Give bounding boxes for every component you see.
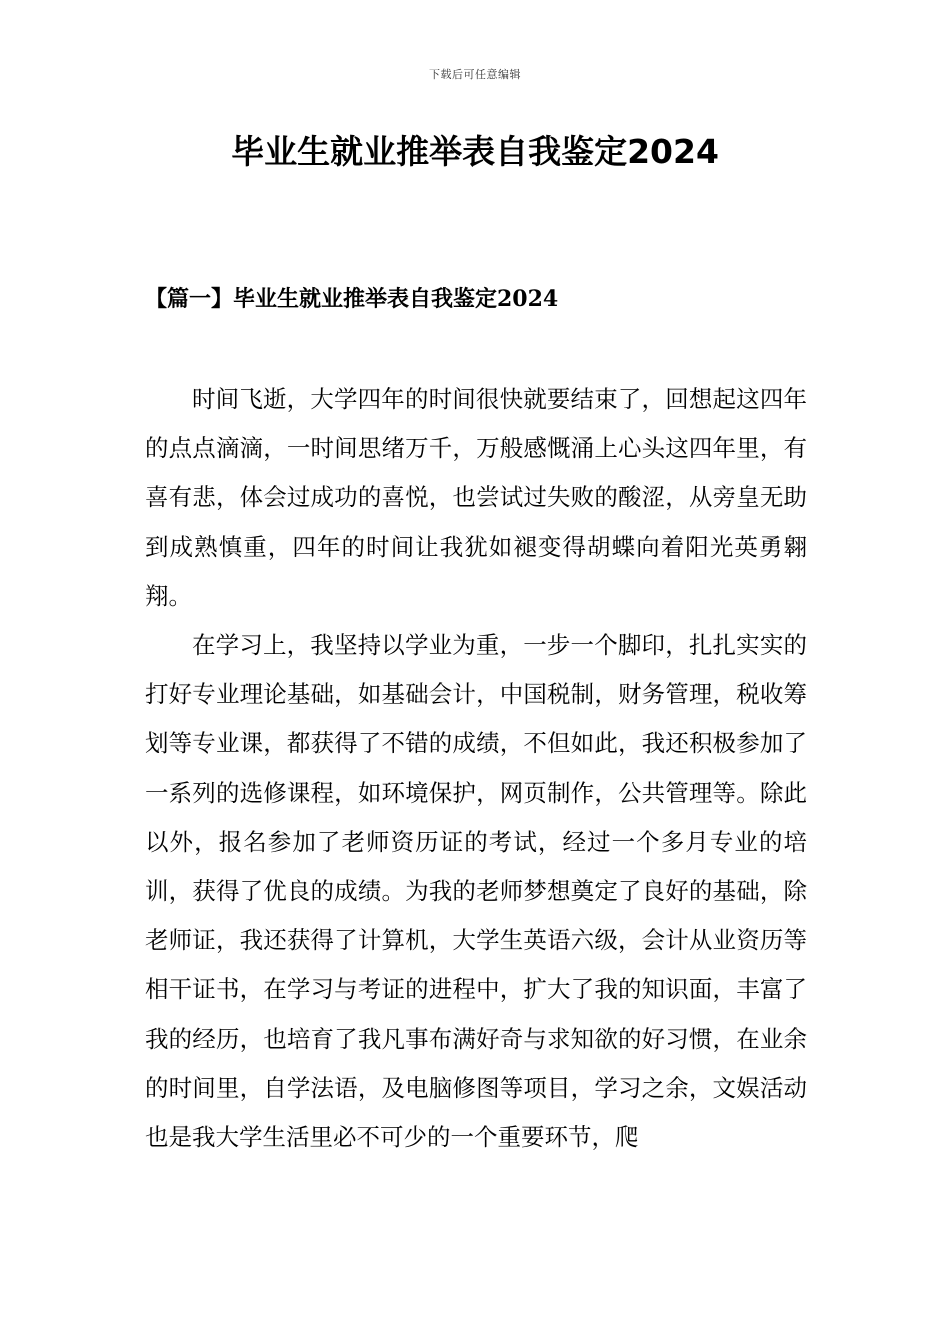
header-note: 下载后可任意编辑 <box>429 68 521 81</box>
section-heading: 【篇一】毕业生就业推举表自我鉴定2024 <box>145 286 559 312</box>
document-body <box>145 375 807 1162</box>
paragraph-2: 在学习上，我坚持以学业为重，一步一个脚印，扎扎实实的打好专业理论基础，如基础会计，中国税制，财务管理，税收筹划等专业课，都获得了不错的成绩，不但如此，我还积极参加了一系列的选修课程，如环境保护，网页制作，公共管理等。除此以外，报名参加了老师资历证的考试，经过一个多月专业的培训，获得了优良的成绩。为我的老师梦想奠定了良好的基础，除老师证，我还获得了计算机，大学生英语六级，会计从业资历等相干证书，在学习与考证的进程中，扩大了我的知识面，丰富了我的经历，也培育了我凡事布满好奇与求知欲的好习惯，在业余的时间里，自学法语，及电脑修图等项目，学习之余，文娱活动也是我大学生活里必不可少的一个重要环节，爬 <box>145 631 807 1152</box>
paragraph-1: 时间飞逝，大学四年的时间很快就要结束了，回想起这四年的点点滴滴，一时间思绪万千，万般感慨涌上心头这四年里，有喜有悲，体会过成功的喜悦，也尝试过失败的酸涩，从旁皇无助到成熟慎重，四年的时间让我犹如褪变得胡蝶向着阳光英勇翱翔。 <box>145 385 807 610</box>
document-title: 毕业生就业推举表自我鉴定2024 <box>231 132 719 171</box>
